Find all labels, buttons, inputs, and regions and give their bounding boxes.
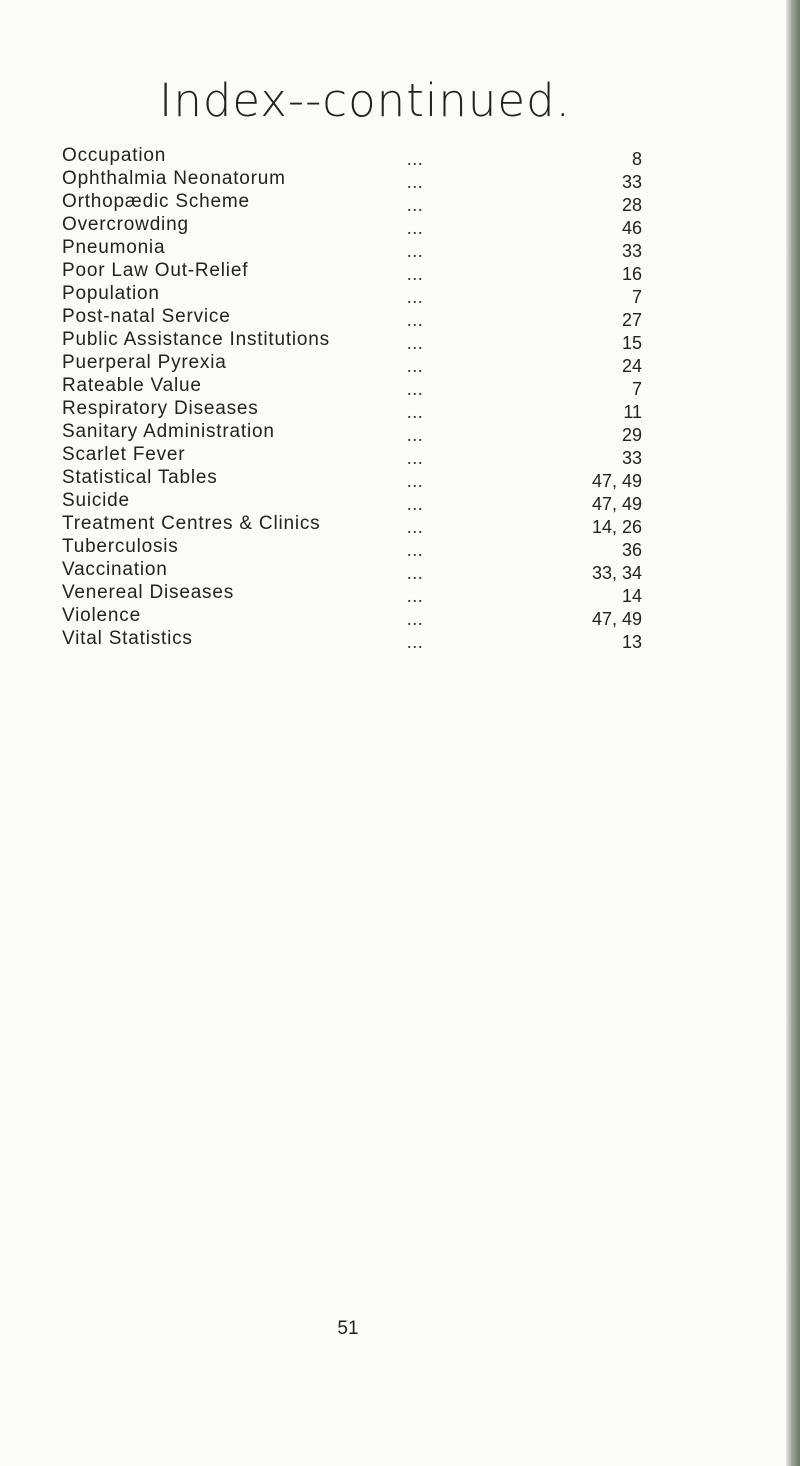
index-topic: Scarlet Fever bbox=[62, 444, 186, 465]
index-entry bbox=[62, 167, 642, 190]
dot-leader: ... bbox=[407, 356, 424, 376]
index-list bbox=[62, 144, 642, 650]
index-entry bbox=[62, 190, 642, 213]
dot-leader: ... bbox=[407, 172, 424, 192]
index-topic: Vaccination bbox=[62, 559, 168, 580]
index-page-ref: 14, 26 bbox=[591, 517, 642, 537]
dot-leader: ... bbox=[407, 264, 424, 284]
index-entry bbox=[62, 305, 642, 328]
index-entry bbox=[62, 397, 642, 420]
index-entry bbox=[62, 420, 642, 443]
index-entry bbox=[62, 512, 642, 535]
index-topic: Pneumonia bbox=[62, 237, 166, 258]
index-topic: Venereal Diseases bbox=[62, 582, 235, 603]
index-page-ref: 36 bbox=[621, 540, 642, 560]
index-topic: Statistical Tables bbox=[62, 467, 218, 488]
index-topic: Population bbox=[62, 283, 160, 304]
index-entry bbox=[62, 259, 642, 282]
index-topic: Ophthalmia Neonatorum bbox=[62, 168, 286, 189]
index-page-ref: 11 bbox=[623, 402, 642, 422]
index-topic: Tuberculosis bbox=[62, 536, 179, 557]
index-entry bbox=[62, 535, 642, 558]
index-topic: Public Assistance Institutions bbox=[62, 329, 330, 350]
dot-leader: ... bbox=[407, 333, 424, 353]
index-entry bbox=[62, 489, 642, 512]
index-page-ref: 46 bbox=[621, 218, 642, 238]
index-page-ref: 28 bbox=[621, 195, 642, 215]
index-entry bbox=[62, 581, 642, 604]
dot-leader: ... bbox=[407, 149, 424, 169]
dot-leader: ... bbox=[407, 609, 424, 629]
dot-leader: ... bbox=[407, 402, 424, 422]
index-topic: Treatment Centres & Clinics bbox=[62, 513, 321, 534]
page-edge-shadow bbox=[786, 0, 800, 1466]
index-topic: Occupation bbox=[62, 145, 167, 166]
dot-leader: ... bbox=[407, 540, 424, 560]
index-page-ref: 7 bbox=[631, 287, 642, 307]
index-topic: Post-natal Service bbox=[62, 306, 231, 327]
dot-leader: ... bbox=[407, 195, 424, 215]
index-topic: Respiratory Diseases bbox=[62, 398, 259, 419]
index-page-ref: 33 bbox=[621, 448, 642, 468]
index-entry bbox=[62, 627, 642, 650]
index-entry bbox=[62, 374, 642, 397]
index-topic: Orthopædic Scheme bbox=[62, 191, 250, 212]
dot-leader: ... bbox=[407, 218, 424, 238]
index-page-ref: 16 bbox=[621, 264, 642, 284]
index-topic: Puerperal Pyrexia bbox=[62, 352, 227, 373]
index-topic: Suicide bbox=[62, 490, 130, 511]
index-page-ref: 47, 49 bbox=[591, 494, 642, 514]
index-page-ref: 33, 34 bbox=[591, 563, 642, 583]
dot-leader: ... bbox=[407, 448, 424, 468]
index-entry bbox=[62, 328, 642, 351]
dot-leader: ... bbox=[407, 563, 424, 583]
index-page-ref: 14 bbox=[621, 586, 642, 606]
dot-leader: ... bbox=[407, 379, 424, 399]
index-page-ref: 24 bbox=[621, 356, 642, 376]
index-page-ref: 33 bbox=[621, 241, 642, 261]
dot-leader: ... bbox=[407, 425, 424, 445]
page-number: 51 bbox=[337, 1318, 359, 1339]
dot-leader: ... bbox=[407, 517, 424, 537]
index-page-ref: 13 bbox=[621, 632, 642, 652]
dot-leader: ... bbox=[407, 471, 424, 491]
index-topic: Poor Law Out-Relief bbox=[62, 260, 249, 281]
dot-leader: ... bbox=[407, 241, 424, 261]
index-topic: Rateable Value bbox=[62, 375, 202, 396]
page-title: Index--continued. bbox=[159, 74, 571, 127]
index-page-ref: 47, 49 bbox=[591, 471, 642, 491]
index-entry bbox=[62, 144, 642, 167]
index-page-ref: 8 bbox=[631, 149, 642, 169]
index-entry bbox=[62, 282, 642, 305]
index-topic: Overcrowding bbox=[62, 214, 189, 235]
index-page-ref: 33 bbox=[621, 172, 642, 192]
index-page-ref: 47, 49 bbox=[591, 609, 642, 629]
dot-leader: ... bbox=[407, 310, 424, 330]
dot-leader: ... bbox=[407, 287, 424, 307]
index-entry bbox=[62, 213, 642, 236]
index-page-ref: 27 bbox=[621, 310, 642, 330]
index-entry bbox=[62, 558, 642, 581]
index-topic: Vital Statistics bbox=[62, 628, 193, 649]
dot-leader: ... bbox=[407, 632, 424, 652]
dot-leader: ... bbox=[407, 586, 424, 606]
index-page-ref: 7 bbox=[631, 379, 642, 399]
index-entry bbox=[62, 443, 642, 466]
index-topic: Sanitary Administration bbox=[62, 421, 275, 442]
dot-leader: ... bbox=[407, 494, 424, 514]
index-page-ref: 29 bbox=[621, 425, 642, 445]
index-entry bbox=[62, 351, 642, 374]
index-entry bbox=[62, 604, 642, 627]
index-entry bbox=[62, 236, 642, 259]
index-entry bbox=[62, 466, 642, 489]
index-topic: Violence bbox=[62, 605, 141, 626]
index-page-ref: 15 bbox=[621, 333, 642, 353]
